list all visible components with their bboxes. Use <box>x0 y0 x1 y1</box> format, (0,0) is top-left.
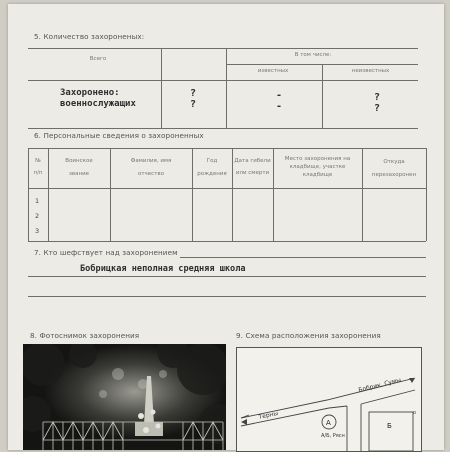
row-number-3: 3 <box>35 227 40 235</box>
document-page <box>8 4 444 450</box>
unknown-value-1: ? <box>374 92 381 103</box>
hdr-birth: Год <box>206 158 218 164</box>
hdr-name-2: отчество <box>137 171 165 177</box>
hdr-place-2: кладбище, участке <box>289 164 346 170</box>
hdr-place: Место захоронения на <box>284 156 351 162</box>
known-value-1: - <box>276 90 283 101</box>
section-5-title: 5. Количество захороненых: <box>34 32 145 41</box>
road-label-bobrik-sumy: Бобрик, Сумы <box>357 376 402 394</box>
hdr-name: Фамилия, имя <box>130 158 172 164</box>
total-value-2: ? <box>190 99 197 110</box>
burial-photo-drawing <box>23 344 226 450</box>
road-label-terny: Терны <box>257 409 279 421</box>
burial-photograph <box>23 344 226 450</box>
col-unknown-header: неизвестных <box>351 68 390 74</box>
known-value-2: - <box>276 101 283 112</box>
hdr-rank: Воинское <box>65 158 93 164</box>
col-including-header: В том числе: <box>294 52 332 58</box>
hdr-place-3: кладбище <box>302 172 333 178</box>
hdr-death-2: или смерти <box>235 170 270 176</box>
col-total-header: Всего <box>89 56 107 62</box>
hdr-death: Дата гибели <box>234 158 271 164</box>
row-number-2: 2 <box>35 212 40 220</box>
total-value-1: ? <box>190 88 197 99</box>
sub-road-label: А/Б, Рясн <box>321 433 345 439</box>
building-label: Б <box>387 422 392 430</box>
section-9-title: 9. Схема расположения захоронения <box>236 331 381 340</box>
hdr-reburial: Откуда <box>383 159 405 165</box>
hdr-birth-2: рождения <box>197 171 227 177</box>
location-scheme <box>236 347 422 452</box>
col-known-header: известных <box>257 68 289 74</box>
scheme-drawing <box>237 348 421 451</box>
section-6-title: 6. Персональные сведения о захороненных <box>34 131 204 140</box>
hdr-reburial-2: перезахоронен <box>371 172 417 178</box>
unknown-value-2: ? <box>374 103 381 114</box>
hdr-num-2: п/п <box>33 170 43 176</box>
section-8-title: 8. Фотоснимок захоронения <box>30 331 140 340</box>
section-7-title: 7. Кто шефствует над захоронением <box>34 248 178 257</box>
row-number-1: 1 <box>35 197 40 205</box>
hdr-num: № <box>35 158 41 164</box>
row-label-servicemen: военнослужащих <box>60 99 136 109</box>
row-label-buried: Захоронено: <box>60 88 120 98</box>
patron-value: Бобрицкая неполная средняя школа <box>80 264 246 274</box>
svg-text:o: o <box>413 410 417 416</box>
hdr-rank-2: звание <box>68 171 90 177</box>
marker-label: А <box>326 419 331 427</box>
